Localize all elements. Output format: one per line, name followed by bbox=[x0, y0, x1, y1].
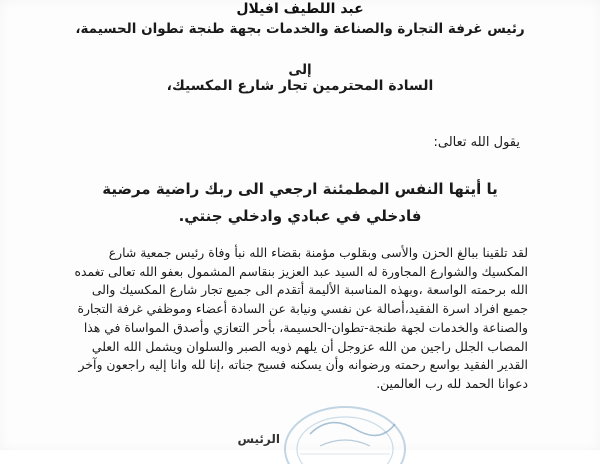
sender-name: عبد اللطيف افيلال bbox=[236, 1, 364, 17]
to-label: إلى bbox=[288, 62, 312, 78]
letter-body bbox=[68, 244, 528, 394]
body-line: المكسيك والشوارع المجاورة له السيد عبد العزيز بنقاسم المشمول بعفو الله تعالى تغمده bbox=[74, 263, 528, 279]
official-stamp-icon bbox=[270, 394, 420, 464]
body-line: القدير الفقيد بواسع رحمته ورضوانه وأن يسكنه فسيح جناته ،إنا لله وانا إليه راجعون وآخر bbox=[78, 357, 528, 373]
verse-line-1: يا أيتها النفس المطمئنة ارجعي الى ربك راضية مرضية bbox=[102, 180, 498, 198]
addressee: السادة المحترمين تجار شارع المكسيك، bbox=[166, 78, 434, 94]
signature-label: الرئيس bbox=[237, 432, 280, 446]
body-line: المصاب الجلل راجين من الله عزوجل أن يلهم ذويه الصبر والسلوان ويشمل الله العلي bbox=[91, 338, 528, 354]
body-line: والصناعة والخدمات لجهة طنجة-تطوان-الحسيمة، بأحر التعازي وأصدق المواساة في هذا bbox=[83, 319, 528, 335]
body-line: لقد تلقينا ببالغ الحزن والأسى وبقلوب مؤمنة بقضاء الله نبأ وفاة رئيس جمعية شارع bbox=[108, 245, 528, 260]
body-line: الله برحمته الواسعة ،وبهذه المناسبة الأليمة أتقدم الى جميع تجار شارع المكسيك والى bbox=[91, 282, 528, 298]
quote-intro: يقول الله تعالى: bbox=[433, 135, 520, 150]
sender-title: رئيس غرفة التجارة والصناعة والخدمات بجهة طنجة تطوان الحسيمة، bbox=[75, 21, 525, 37]
body-line: دعوانا الحمد لله رب العالمين. bbox=[376, 375, 528, 391]
body-line: جميع افراد اسرة الفقيد،أصالة عن نفسي ونيابة عن السادة أعضاء وموظفي غرفة التجارة bbox=[77, 301, 528, 317]
verse-line-2: فادخلي في عبادي وادخلي جنتي. bbox=[178, 207, 422, 225]
